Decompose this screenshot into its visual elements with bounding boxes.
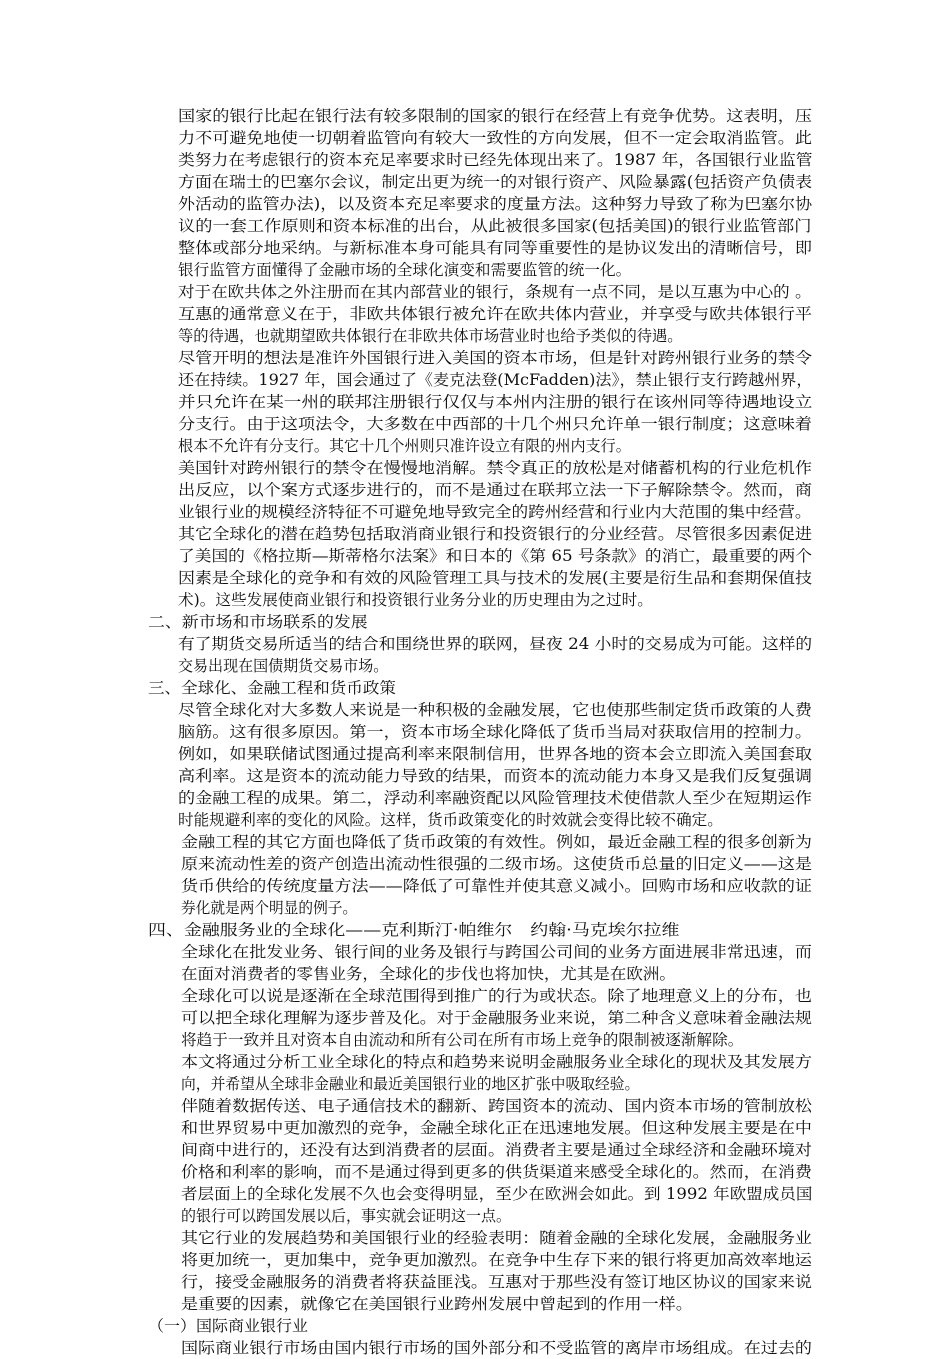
- text-line: 脑筋。这有很多原因。第一，资本市场全球化降低了货币当局对获取信用的控制力。: [178, 723, 812, 741]
- text-line: 是重要的因素，就像它在美国银行业跨州发展中曾起到的作用一样。: [181, 1295, 693, 1313]
- text-line: 高利率。这是资本的流动能力导致的结果，而资本的流动能力本身又是我们反复强调: [178, 767, 812, 785]
- text-line: 原来流动性差的资产创造出流动性很强的二级市场。这使货币总量的旧定义——这是: [181, 855, 812, 873]
- text-line: 对于在欧共体之外注册而在其内部营业的银行，条规有一点不同，是以互惠为中心的 。: [178, 283, 812, 301]
- text-line: 的银行可以跨国发展以后，事实就会证明这一点。: [181, 1207, 512, 1225]
- text-line: 例如，如果联储试图通过提高利率来限制信用，世界各地的资本会立即流入美国套取: [178, 745, 812, 763]
- text-line: 术)。这些发展使商业银行和投资银行业务分业的历史理由为之过时。: [178, 591, 653, 609]
- text-line: 有了期货交易所适当的结合和围绕世界的联网，昼夜 24 小时的交易成为可能。这样的: [178, 635, 813, 653]
- text-line: 互惠的通常意义在于，非欧共体银行被允许在欧共体内营业，并享受与欧共体银行平: [178, 305, 812, 323]
- text-line: 外活动的监管办法)，以及资本充足率要求的度量方法。这种努力导致了称为巴塞尔协: [178, 195, 813, 213]
- text-line: 可以把全球化理解为逐步普及化。对于金融服务业来说，第二种含义意味着金融法规: [181, 1009, 812, 1027]
- text-line: 金融工程的其它方面也降低了货币政策的有效性。例如，最近金融工程的很多创新为: [181, 833, 812, 851]
- text-line: 其它全球化的潜在趋势包括取消商业银行和投资银行的分业经营。尽管很多因素促进: [178, 525, 812, 543]
- text-line: 将更加统一，更加集中，竞争更加激烈。在竞争中生存下来的银行将更加高效率地运: [181, 1251, 812, 1269]
- text-line: 间商中进行的，还没有达到消费者的层面。消费者主要是通过全球经济和金融环境对: [181, 1141, 812, 1159]
- text-line: 美国针对跨州银行的禁令在慢慢地消解。禁令真正的放松是对储蓄机构的行业危机作: [178, 459, 812, 477]
- text-line: 时能规避利率的变化的风险。这样，货币政策变化的时效就会变得比较不确定。: [178, 811, 723, 829]
- text-line: 业银行业的规模经济特征不可避免地导致完全的跨州经营和行业内大范围的集中经营。: [178, 503, 812, 521]
- text-line: 其它行业的发展趋势和美国银行业的经验表明：随着金融的全球化发展，金融服务业: [181, 1229, 812, 1247]
- text-line: 券化就是两个明显的例子。: [181, 899, 358, 917]
- text-line: 等的待遇，也就期望欧共体银行在非欧共体市场营业时也给予类似的待遇。: [178, 327, 683, 345]
- text-line: 价格和利率的影响，而不是通过得到更多的供货渠道来感受全球化的。然而，在消费: [181, 1163, 812, 1181]
- text-line: 四、金融服务业的全球化——克利斯汀·帕维尔 约翰·马克埃尔拉维: [148, 921, 680, 939]
- text-line: 的金融工程的成果。第二，浮动利率融资配以风险管理技术使借款人至少在短期运作: [178, 789, 812, 807]
- text-line: 国际商业银行市场由国内银行市场的国外部分和不受监管的离岸市场组成。在过去的: [181, 1339, 812, 1357]
- text-line: 力不可避免地使一切朝着监管向有较大一致性的方向发展，但不一定会取消监管。此: [178, 129, 812, 147]
- text-line: 在面对消费者的零售业务，全球化的步伐也将加快，尤其是在欧洲。: [181, 965, 676, 983]
- text-line: 交易出现在国债期货交易市场。: [178, 657, 389, 675]
- text-line: 还在持续。1927 年，国会通过了《麦克法登(McFadden)法》，禁止银行支行跨越州界，: [178, 371, 813, 389]
- text-line: 二、新市场和市场联系的发展: [148, 613, 368, 631]
- text-line: 方面在瑞士的巴塞尔会议，制定出更为统一的对银行资产、风险暴露(包括资产负债表: [178, 173, 813, 191]
- text-line: 出反应，以个案方式逐步进行的，而不是通过在联邦立法一下子解除禁令。然而，商: [178, 481, 812, 499]
- text-line: 分支行。由于这项法令，大多数在中西部的十几个州只允许单一银行制度；这意味着: [178, 415, 812, 433]
- text-line: 将趋于一致并且对资本自由流动和所有公司在所有市场上竞争的限制被逐渐解除。: [181, 1031, 744, 1049]
- text-line: 本文将通过分析工业全球化的特点和趋势来说明金融服务业全球化的现状及其发展方: [181, 1053, 812, 1071]
- text-line: 尽管开明的想法是准许外国银行进入美国的资本市场，但是针对跨州银行业务的禁令: [178, 349, 812, 367]
- text-line: 和世界贸易中更加激烈的竞争，金融全球化正在迅速地发展。但这种发展主要是在中: [181, 1119, 812, 1137]
- text-line: 并只允许在某一州的联邦注册银行仅仅与本州内注册的银行在该州同等待遇地设立: [178, 393, 813, 411]
- text-line: 向，并希望从全球非金融业和最近美国银行业的地区扩张中吸取经验。: [181, 1075, 640, 1093]
- text-line: 了美国的《格拉斯—斯蒂格尔法案》和日本的《第 65 号条款》的消亡，最重要的两个: [178, 547, 813, 565]
- text-line: 类努力在考虑银行的资本充足率要求时已经先体现出来了。1987 年，各国银行业监管: [178, 151, 813, 169]
- text-line: 货币供给的传统度量方法——降低了可靠性并使其意义减小。回购市场和应收款的证: [181, 877, 812, 895]
- text-line: 三、全球化、金融工程和货币政策: [148, 679, 396, 697]
- text-line: 国家的银行比起在银行法有较多限制的国家的银行在经营上有竞争优势。这表明，压: [178, 107, 812, 125]
- text-line: 根本不允许有分支行。其它十几个州则只准许设立有限的州内支行。: [178, 437, 631, 455]
- text-line: 伴随着数据传送、电子通信技术的翻新、跨国资本的流动、国内资本市场的管制放松: [181, 1097, 812, 1115]
- text-line: 因素是全球化的竞争和有效的风险管理工具与技术的发展(主要是衍生品和套期保值技: [178, 569, 813, 587]
- text-line: 者层面上的全球化发展不久也会变得明显，至少在欧洲会如此。到 1992 年欧盟成员国: [181, 1185, 813, 1203]
- text-line: 银行监管方面懂得了金融市场的全球化演变和需要监管的统一化。: [178, 261, 632, 279]
- text-line: 尽管全球化对大多数人来说是一种积极的金融发展，它也使那些制定货币政策的人费: [178, 701, 812, 719]
- text-line: 行，接受金融服务的消费者将获益匪浅。互惠对于那些没有签订地区协议的国家来说: [181, 1273, 812, 1291]
- text-line: 全球化可以说是逐渐在全球范围得到推广的行为或状态。除了地理意义上的分布，也: [181, 987, 812, 1005]
- text-line: （一）国际商业银行业: [148, 1317, 308, 1335]
- text-line: 整体或部分地采纳。与新标准本身可能具有同等重要性的是协议发出的清晰信号，即: [178, 239, 812, 257]
- text-line: 议的一套工作原则和资本标准的出台，从此被很多国家(包括美国)的银行业监管部门: [178, 217, 812, 235]
- text-line: 全球化在批发业务、银行间的业务及银行与跨国公司间的业务方面进展非常迅速，而: [181, 943, 812, 961]
